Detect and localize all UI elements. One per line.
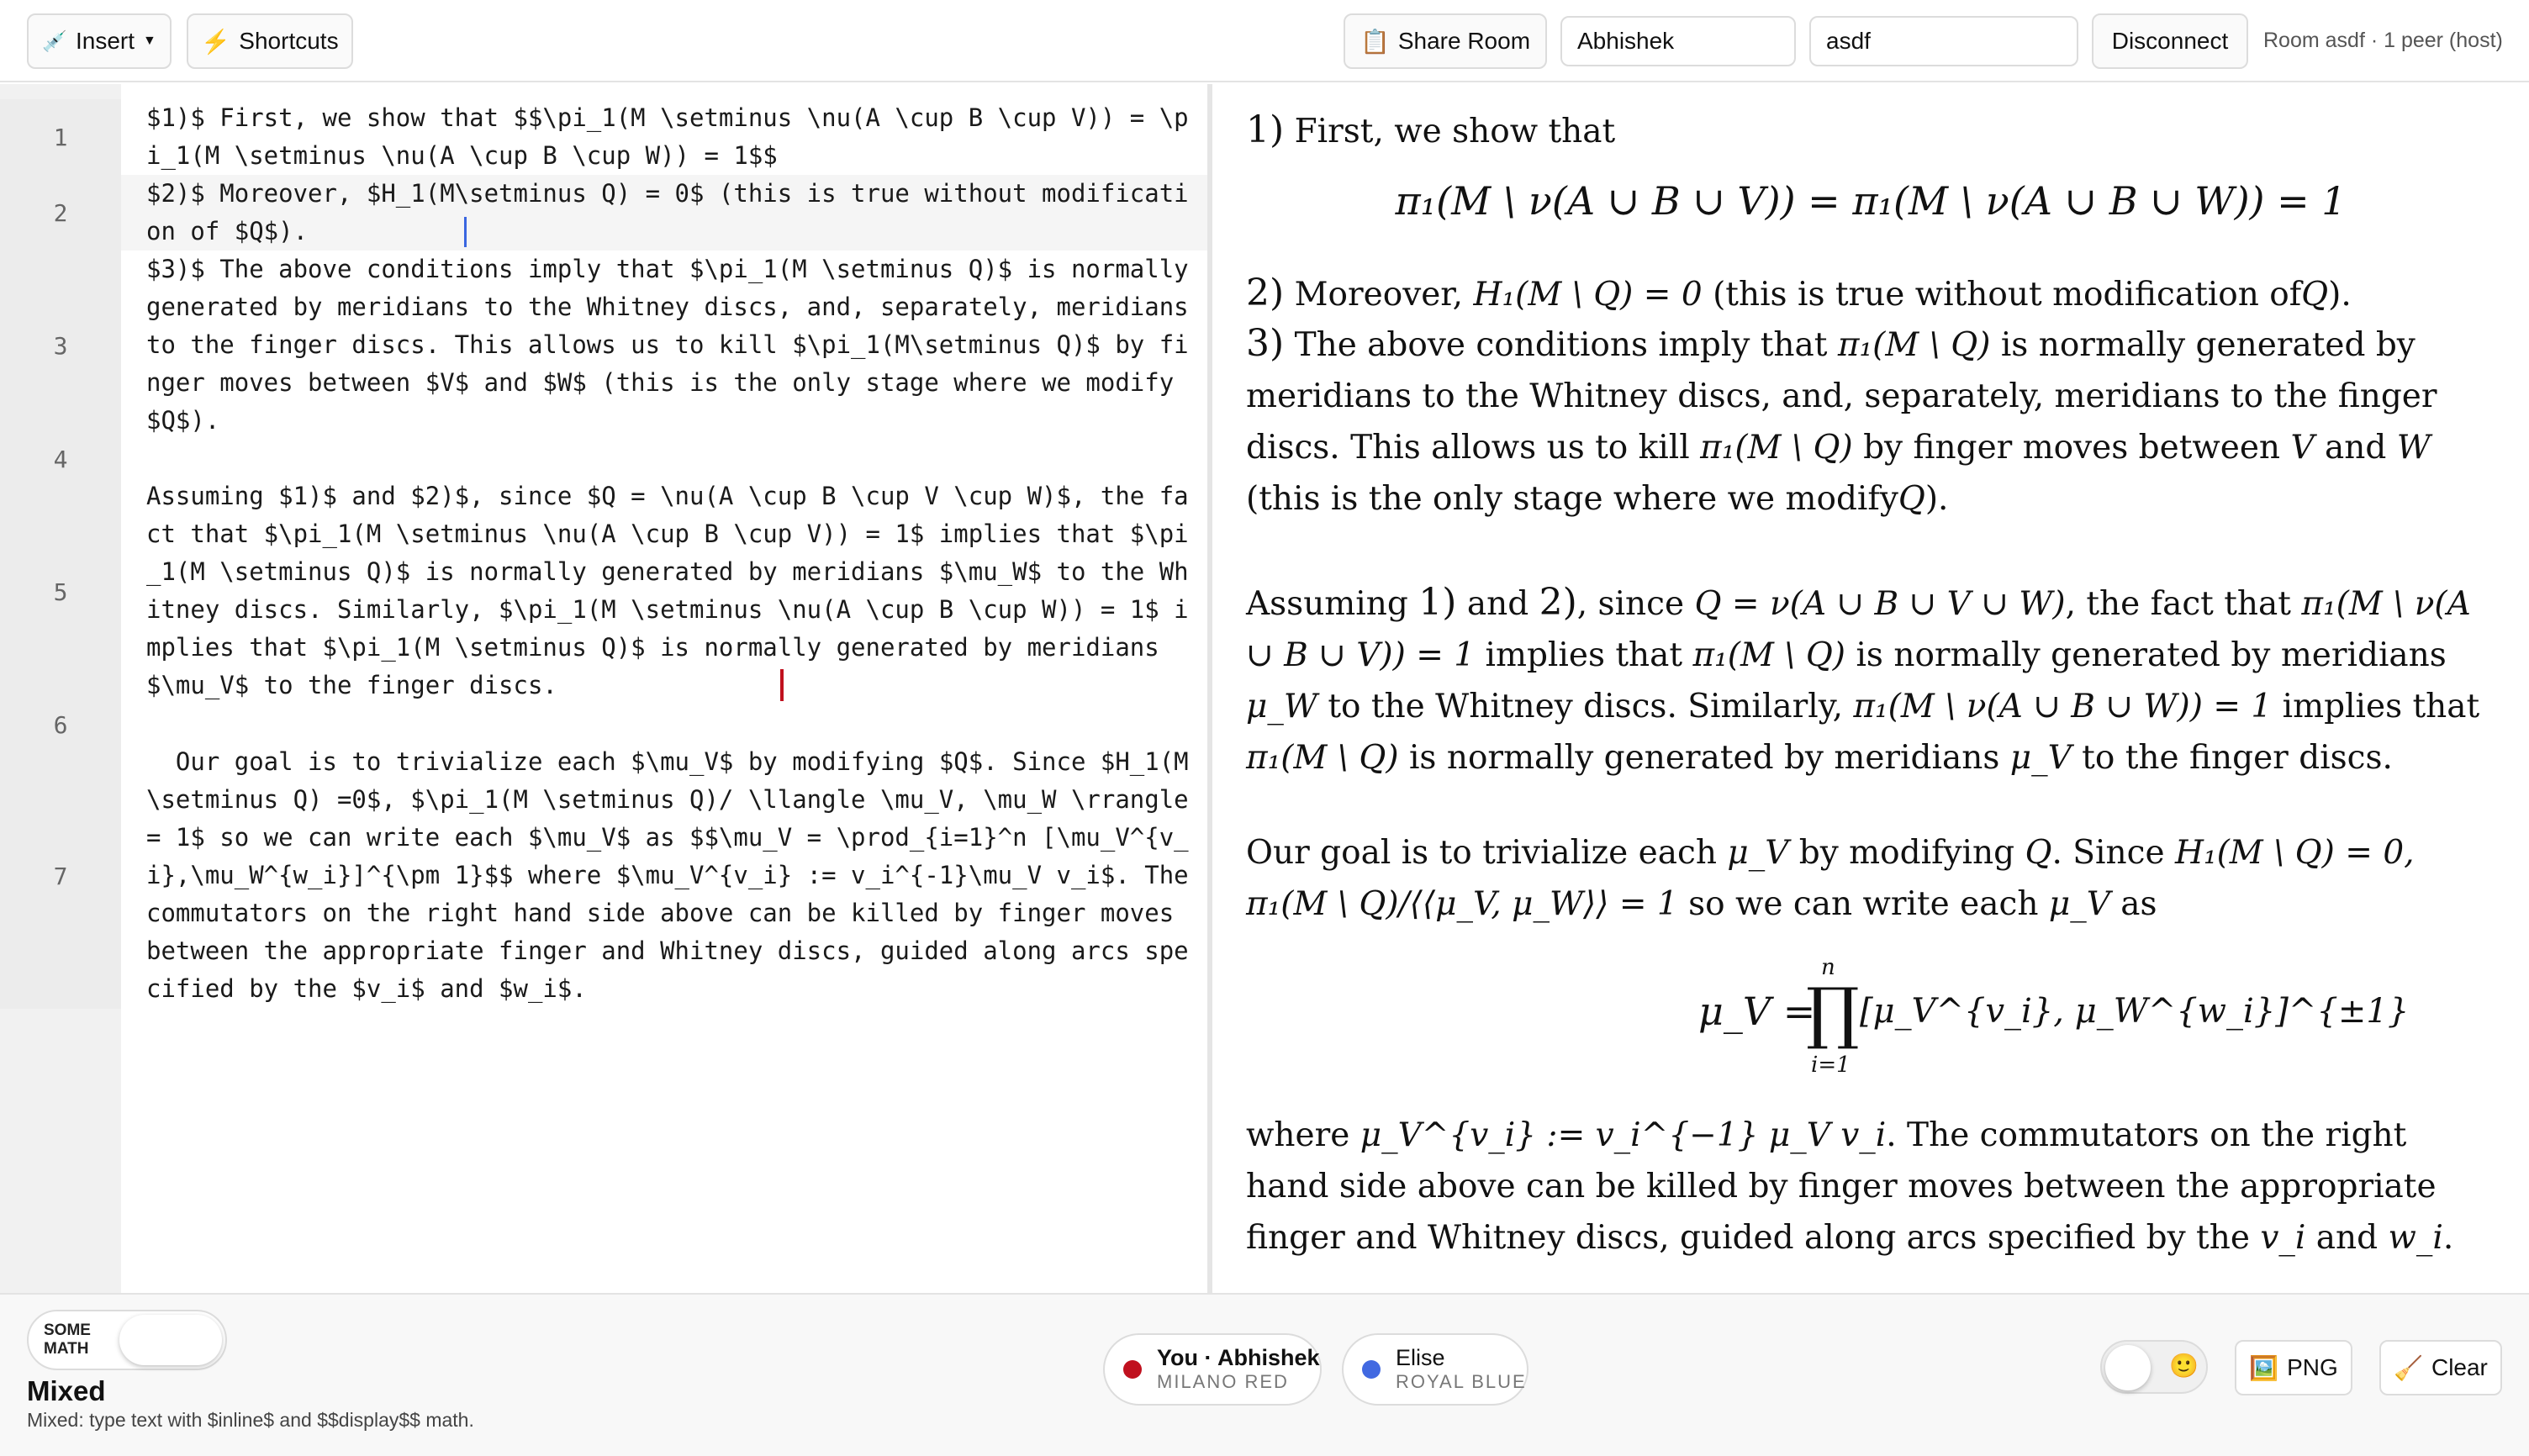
- top-toolbar: [0, 0, 2529, 82]
- editor-line[interactable]: [0, 440, 1207, 477]
- shortcuts-button[interactable]: [187, 13, 353, 69]
- line-number: 3: [0, 251, 121, 440]
- disconnect-label: Disconnect: [2111, 28, 2229, 54]
- clear-button[interactable]: [2379, 1340, 2502, 1395]
- insert-button[interactable]: [27, 13, 172, 69]
- share-room-label: Share Room: [1397, 28, 1531, 54]
- room-input-value: asdf: [1826, 28, 1871, 54]
- lightning-icon: ⚡: [201, 28, 231, 55]
- line-text: $2)$ Moreover, $H_1(M\setminus Q) = 0$ (this is true without modification of $Q$).: [146, 179, 1189, 245]
- png-label: PNG: [2287, 1354, 2338, 1380]
- line-number: 7: [0, 743, 121, 1009]
- remote-cursor: [780, 669, 784, 701]
- rendered-preview: [1212, 84, 2529, 1293]
- clipboard-icon: 📋: [1360, 28, 1390, 55]
- shortcuts-label: Shortcuts: [239, 28, 339, 54]
- math-mode-toggle[interactable]: [27, 1310, 227, 1370]
- insert-label: Insert: [76, 28, 135, 54]
- line-text: $3)$ The above conditions imply that $\pi_1(M \setminus Q)$ is normally generated by meridians to the Whitney discs, and, separately, meridians to the finger discs. This allows us to kill $\pi_1(M\setminus Q)$ by finger moves between $V$ and $W$ (this is the only stage where we modify $Q$).: [146, 255, 1204, 435]
- image-icon: 🖼️: [2249, 1354, 2279, 1381]
- theme-toggle[interactable]: [2100, 1340, 2208, 1394]
- preview-para-4: Assuming 1) and 2), since Q = ν(A ∪ B ∪ V ∪ W), the fact that π₁(M \ ν(A ∪ B ∪ V)) = 1 implies that π₁(M \ Q) is normally generated by meridians μ_W to the Whitney discs. Similarly, π₁(M \ ν(A ∪ B ∪ W)) = 1 implies that π₁(M \ Q) is normally generated by meridians μ_V to the finger discs.: [1246, 581, 2480, 777]
- peer-self[interactable]: You · Abhishek MILANO RED: [1103, 1333, 1322, 1406]
- chevron-down-icon: ▼: [143, 34, 156, 48]
- mode-title: Mixed: [27, 1375, 106, 1406]
- line-text: Our goal is to trivialize each $\mu_V$ by modifying $Q$. Since $H_1(M \setminus Q) =0$, $\pi_1(M \setminus Q)/ \llangle \mu_V, \mu_W \rrangle = 1$ so we can write each $\mu_V$ as $$\mu_V = \prod_{i=1}^n [\mu_V^{v_i},\mu_W^{w_i}]^{\pm 1}$$ where $\mu_V^{v_i} := v_i^{-1}\mu_V v_i$. The commutators on the right hand side above can be killed by finger moves between the appropriate finger and Whitney discs, guided along arcs specified by the $v_i$ and $w_i$.: [146, 747, 1204, 1003]
- line-number: 5: [0, 477, 121, 706]
- room-input[interactable]: [1809, 16, 2078, 66]
- preview-display-math-2: μ_V = n ∏ i=1 [μ_V^{v_i}, μ_W^{w_i}]^{±1}: [1698, 955, 2410, 1078]
- name-input[interactable]: [1560, 16, 1796, 66]
- latex-editor[interactable]: [0, 84, 1207, 1293]
- editor-line[interactable]: [0, 251, 1207, 440]
- editor-line[interactable]: [0, 743, 1207, 1009]
- smiley-icon: 🙂: [2169, 1353, 2199, 1379]
- math-mode-badge: SOME MATH: [44, 1321, 91, 1358]
- editor-line[interactable]: [0, 477, 1207, 706]
- toggle-knob: [2105, 1345, 2151, 1390]
- line-text: $1)$ First, we show that $$\pi_1(M \setminus \nu(A \cup B \cup V)) = \pi_1(M \setminus \nu(A \cup B \cup W)) = 1$$: [146, 103, 1189, 170]
- editor-line[interactable]: [0, 175, 1207, 251]
- line-number: 6: [0, 706, 121, 743]
- name-input-value: Abhishek: [1577, 28, 1675, 54]
- room-status: Room asdf · 1 peer (host): [2263, 29, 2503, 52]
- syringe-icon: 💉: [42, 29, 67, 53]
- bottom-bar: [0, 1293, 2529, 1456]
- preview-para-1: 1) First, we show that: [1246, 108, 1616, 151]
- line-number: 2: [0, 175, 121, 251]
- preview-para-5: Our goal is to trivialize each μ_V by modifying Q. Since H₁(M \ Q) = 0, π₁(M \ Q)/⟨⟨μ_V, μ_W⟩⟩ = 1 so we can write each μ_V as: [1246, 834, 2415, 923]
- preview-para-2: 2) Moreover, H₁(M \ Q) = 0 (this is true without modification ofQ).: [1246, 272, 2352, 314]
- peer-elise[interactable]: Elise ROYAL BLUE: [1342, 1333, 1528, 1406]
- share-room-button[interactable]: [1344, 13, 1547, 69]
- clear-label: Clear: [2431, 1354, 2488, 1380]
- disconnect-button[interactable]: [2092, 13, 2248, 69]
- editor-line[interactable]: [0, 99, 1207, 175]
- editor-line[interactable]: [0, 706, 1207, 743]
- preview-para-6: where μ_V^{v_i} := v_i^{−1} μ_V v_i. The commutators on the right hand side above can be killed by finger moves between the appropriate finger and Whitney discs, guided along arcs specified by the v_i and w_i.: [1246, 1116, 2454, 1257]
- local-cursor: [464, 217, 467, 247]
- preview-display-math-1: π₁(M \ ν(A ∪ B ∪ V)) = π₁(M \ ν(A ∪ B ∪ W)) = 1: [1395, 178, 2347, 224]
- broom-icon: 🧹: [2394, 1354, 2423, 1381]
- mode-description: Mixed: type text with $inline$ and $$display$$ math.: [27, 1409, 474, 1431]
- toggle-knob: [119, 1315, 222, 1365]
- peer-color-dot: [1362, 1360, 1381, 1379]
- line-number: 1: [0, 99, 121, 175]
- export-png-button[interactable]: [2235, 1340, 2352, 1395]
- line-text: Assuming $1)$ and $2)$, since $Q = \nu(A \cup B \cup V \cup W)$, the fact that $\pi_1(M \setminus \nu(A \cup B \cup V)) = 1$ implies that $\pi_1(M \setminus Q)$ is normally generated by meridians $\mu_W$ to the Whitney discs. Similarly, $\pi_1(M \setminus \nu(A \cup B \cup W)) = 1$ implies that $\pi_1(M \setminus Q)$ is normally generated by meridians $\mu_V$ to the finger discs.: [146, 482, 1189, 699]
- peer-color-dot: [1123, 1360, 1142, 1379]
- line-number: 4: [0, 440, 121, 477]
- preview-para-3: 3) The above conditions imply that π₁(M \ Q) is normally generated by meridians to the Whitney discs, and, separately, meridians to the finger discs. This allows us to kill π₁(M \ Q) by finger moves between V and W (this is the only stage where we modifyQ).: [1246, 322, 2437, 518]
